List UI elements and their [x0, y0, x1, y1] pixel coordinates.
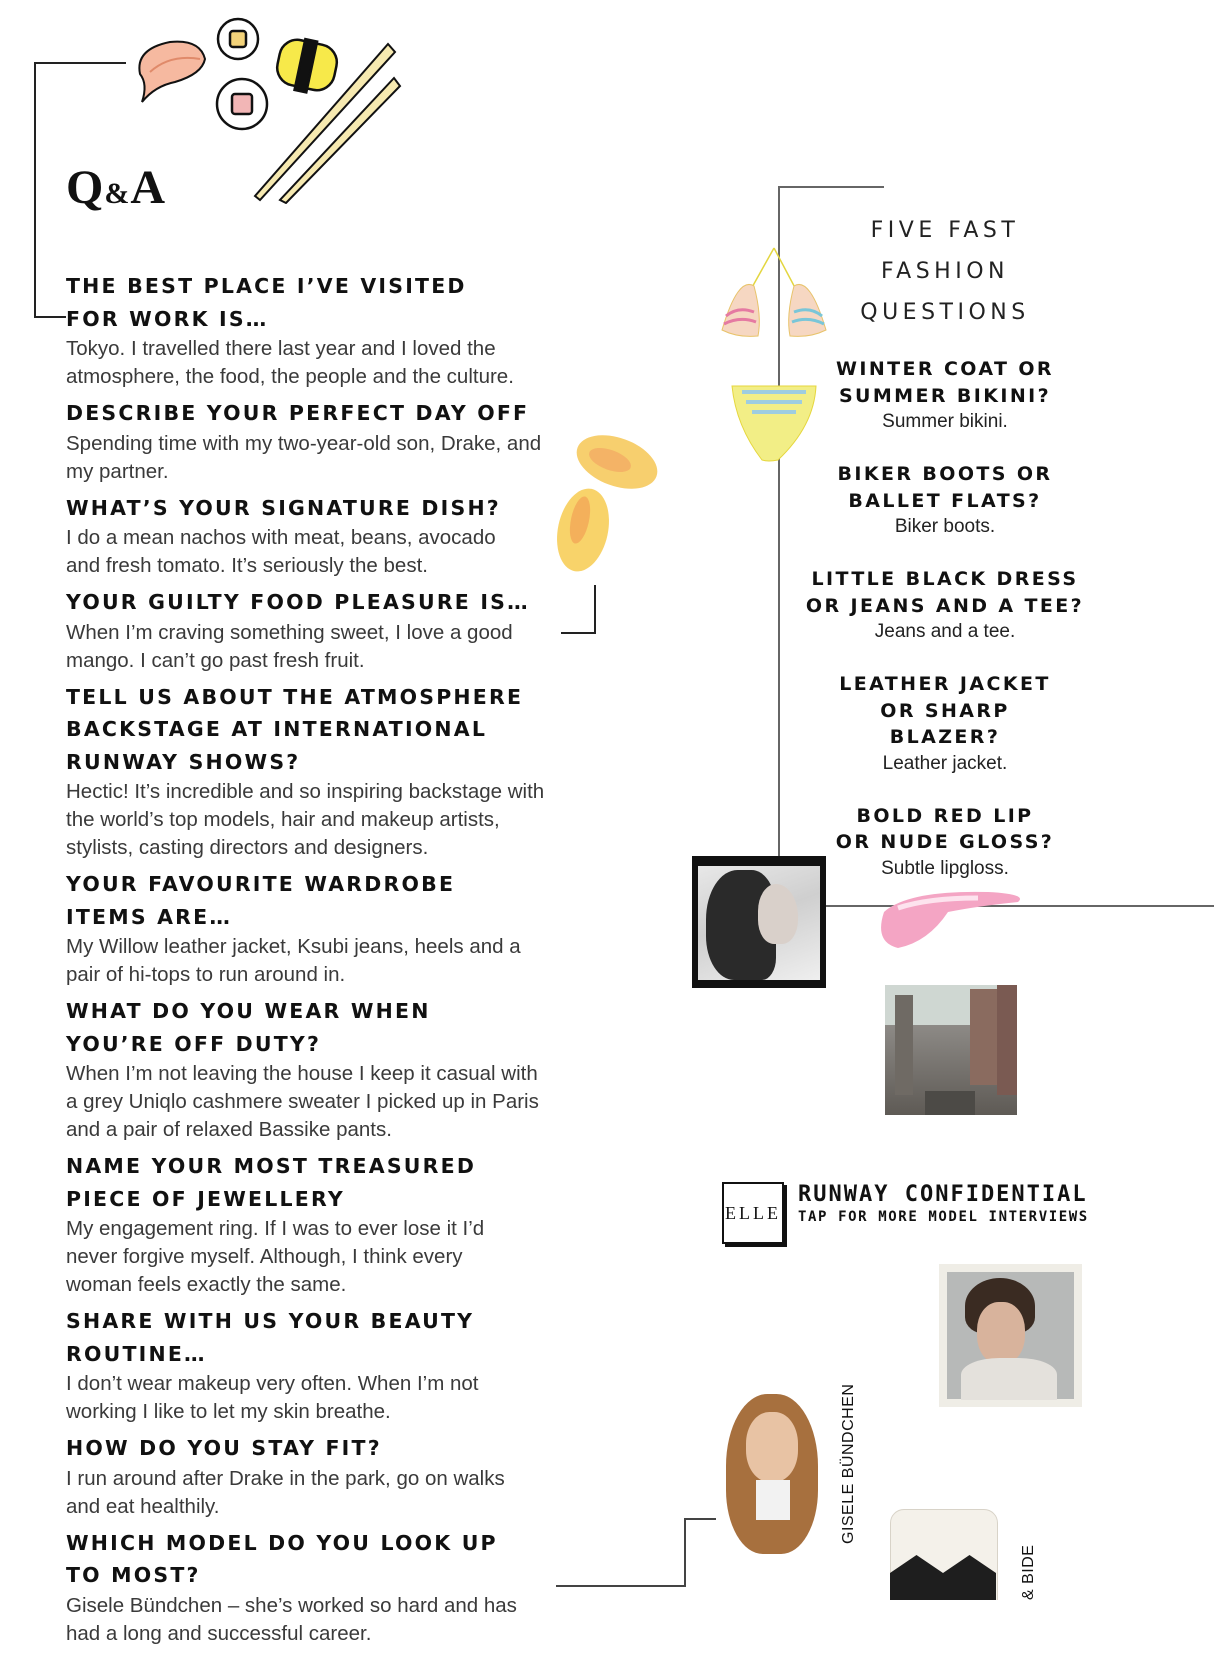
fast-fashion-title-line: QUESTIONS	[860, 300, 1030, 325]
qa-question: WHICH MODEL DO YOU LOOK UP TO MOST?	[66, 1530, 498, 1587]
fast-fashion-question: LITTLE BLACK DRESS OR JEANS AND A TEE?	[805, 568, 1085, 617]
right-bracket-top	[778, 186, 884, 188]
qa-item	[66, 868, 566, 989]
qa-question: HOW DO YOU STAY FIT?	[66, 1436, 382, 1460]
city-photo[interactable]	[885, 985, 1017, 1115]
garment-photo[interactable]	[882, 1503, 1004, 1600]
qa-title	[66, 158, 166, 224]
fast-fashion-item	[790, 461, 1100, 540]
gisele-caption: GISELE BÜNDCHEN	[840, 1383, 857, 1544]
sushi-illustration	[130, 14, 420, 204]
qa-answer: Hectic! It’s incredible and so inspiring backstage with the world’s top models, hair and makeup artists, stylists, casting directors and designers.	[66, 780, 545, 859]
gisele-line-top	[684, 1518, 716, 1520]
gisele-line-v	[684, 1518, 686, 1586]
fast-fashion-list	[790, 356, 1100, 908]
fast-fashion-answer: Subtle lipgloss.	[881, 857, 1009, 879]
qa-answer: My engagement ring. If I was to ever lose it I’d never forgive myself. Although, I think every woman feels exactly the same.	[66, 1217, 485, 1296]
qa-question: THE BEST PLACE I’VE VISITED FOR WORK IS…	[66, 274, 467, 331]
fast-fashion-item	[790, 803, 1100, 882]
qa-title-amp: &	[104, 177, 131, 210]
runway-confidential-title[interactable]: RUNWAY CONFIDENTIAL	[798, 1182, 1088, 1207]
qa-answer: I don’t wear makeup very often. When I’m not working I like to let my skin breathe.	[66, 1372, 479, 1423]
elle-logo[interactable]: ELLE	[722, 1182, 784, 1244]
gisele-line-bottom	[556, 1585, 686, 1587]
shrimp-nigiri-icon	[139, 42, 205, 102]
fast-fashion-question: BOLD RED LIP OR NUDE GLOSS?	[835, 804, 1055, 853]
bracket-bottom	[34, 316, 66, 318]
qa-item	[66, 995, 566, 1144]
backstage-photo[interactable]	[939, 1264, 1082, 1407]
qa-answer: My Willow leather jacket, Ksubi jeans, heels and a pair of hi-tops to run around in.	[66, 935, 521, 986]
qa-answer: I do a mean nachos with meat, beans, avocado and fresh tomato. It’s seriously the best.	[66, 526, 496, 577]
fast-fashion-title-line: FASHION	[881, 259, 1009, 284]
qa-item	[66, 1305, 566, 1426]
qa-item	[66, 492, 566, 581]
qa-item	[66, 681, 566, 863]
qa-question: DESCRIBE YOUR PERFECT DAY OFF	[66, 401, 530, 425]
qa-answer: When I’m not leaving the house I keep it casual with a grey Uniqlo cashmere sweater I picked up in Paris and a pair of relaxed Bassike pants.	[66, 1062, 539, 1141]
fast-fashion-item	[790, 566, 1100, 645]
fast-fashion-title-line: FIVE FAST	[870, 218, 1020, 243]
fast-fashion-item	[790, 671, 1100, 777]
fast-fashion-answer: Leather jacket.	[882, 752, 1008, 774]
profile-photo-image	[698, 866, 820, 980]
qa-question: WHAT’S YOUR SIGNATURE DISH?	[66, 495, 501, 520]
qa-item	[66, 1527, 566, 1648]
qa-item	[66, 586, 566, 675]
lipgloss-swatch	[868, 882, 1038, 956]
runway-confidential-link[interactable]: TAP FOR MORE MODEL INTERVIEWS	[798, 1209, 1089, 1225]
qa-answer: Tokyo. I travelled there last year and I loved the atmosphere, the food, the people and the culture.	[66, 337, 514, 388]
qa-item	[66, 1432, 566, 1521]
qa-question: YOUR GUILTY FOOD PLEASURE IS…	[66, 590, 530, 614]
mango-bracket-h	[561, 632, 596, 634]
brand-caption: & BIDE	[1020, 1544, 1037, 1600]
fast-fashion-question: BIKER BOOTS OR BALLET FLATS?	[837, 463, 1053, 512]
fast-fashion-title	[830, 210, 1060, 333]
gisele-photo[interactable]	[716, 1390, 828, 1560]
mango-bracket-v	[594, 585, 596, 633]
tamago-nigiri-icon	[274, 36, 340, 93]
fast-fashion-item	[790, 356, 1100, 435]
qa-item	[66, 1150, 566, 1299]
fast-fashion-answer: Jeans and a tee.	[874, 621, 1016, 642]
qa-answer: When I’m craving something sweet, I love a good mango. I can’t go past fresh fruit.	[66, 620, 513, 672]
qa-question: YOUR FAVOURITE WARDROBE ITEMS ARE…	[66, 872, 456, 929]
qa-question: SHARE WITH US YOUR BEAUTY ROUTINE…	[66, 1309, 475, 1366]
qa-title-q: Q	[66, 161, 105, 214]
bracket-left	[34, 62, 36, 318]
bracket-top	[34, 62, 126, 64]
fast-fashion-answer: Summer bikini.	[882, 411, 1008, 432]
profile-photo-film[interactable]	[692, 856, 826, 988]
qa-item	[66, 397, 566, 486]
qa-list	[66, 270, 566, 1654]
qa-answer: Gisele Bündchen – she’s worked so hard and has had a long and successful career.	[66, 1593, 517, 1645]
qa-question: NAME YOUR MOST TREASURED PIECE OF JEWELLERY	[66, 1154, 477, 1211]
qa-title-a: A	[130, 161, 167, 214]
qa-question: TELL US ABOUT THE ATMOSPHERE BACKSTAGE AT INTERNATIONAL RUNWAY SHOWS?	[66, 684, 524, 774]
qa-question: WHAT DO YOU WEAR WHEN YOU’RE OFF DUTY?	[66, 999, 431, 1056]
qa-item	[66, 270, 566, 391]
maki-roll-icon	[217, 19, 267, 129]
mango-illustration	[555, 430, 665, 580]
fast-fashion-answer: Biker boots.	[894, 516, 996, 537]
fast-fashion-question: WINTER COAT OR SUMMER BIKINI?	[836, 358, 1054, 407]
qa-answer: I run around after Drake in the park, go on walks and eat healthily.	[66, 1466, 505, 1518]
qa-answer: Spending time with my two-year-old son, Drake, and my partner.	[66, 431, 542, 483]
fast-fashion-question: LEATHER JACKET OR SHARP BLAZER?	[839, 673, 1051, 748]
